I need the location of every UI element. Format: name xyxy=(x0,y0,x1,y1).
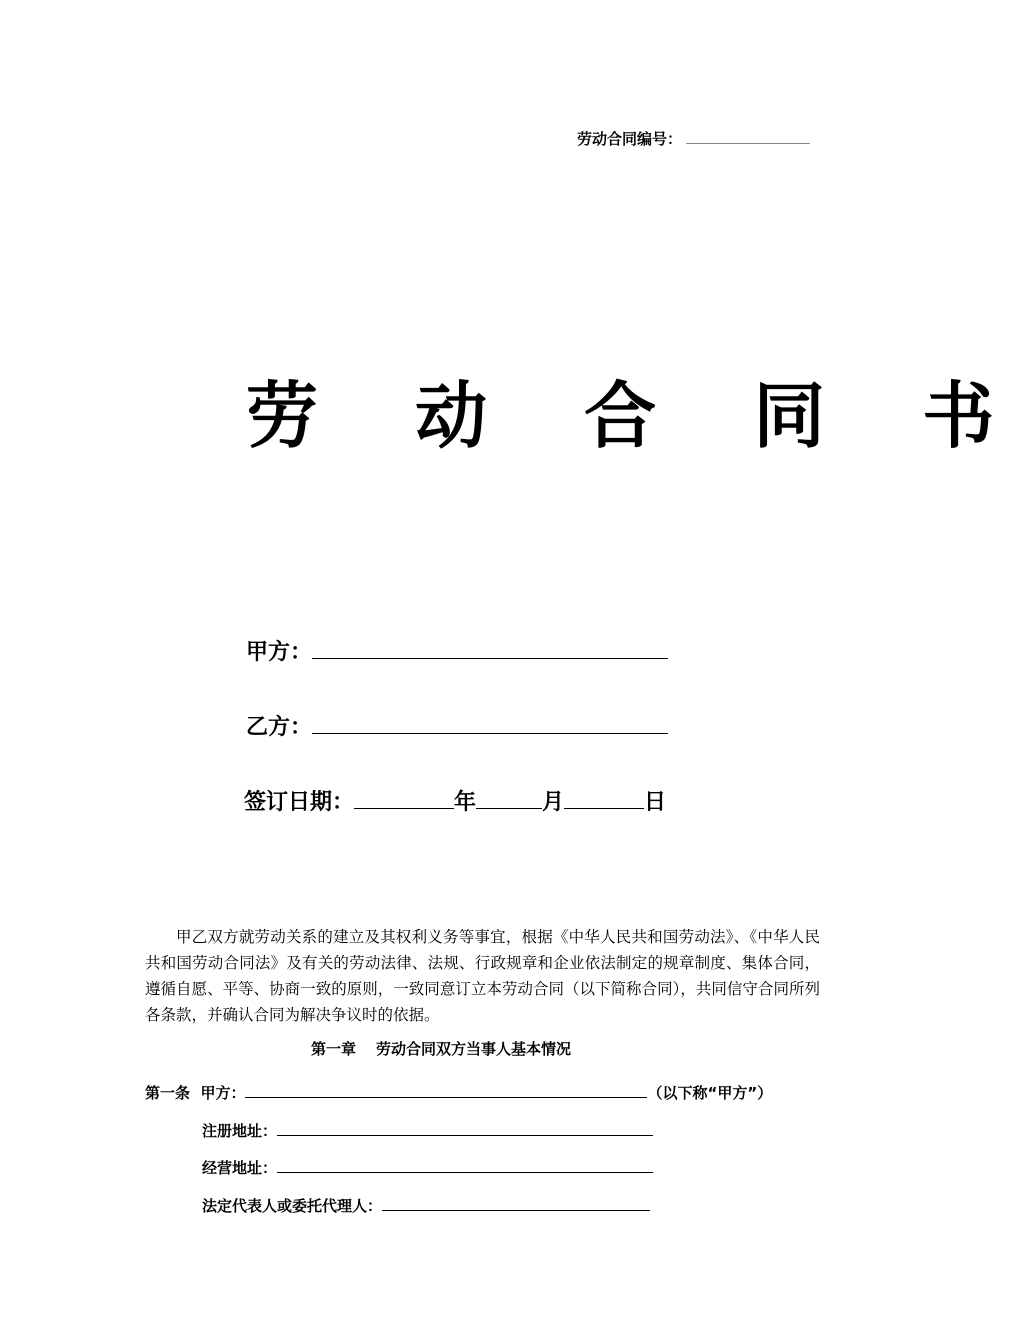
chapter-heading xyxy=(311,1038,571,1059)
representative-blank[interactable] xyxy=(382,1196,650,1211)
sign-year-blank[interactable] xyxy=(354,784,454,809)
sign-date-label: 签订日期： xyxy=(244,790,355,815)
sign-day-blank[interactable] xyxy=(564,784,644,809)
contract-number-label: 劳动合同编号： xyxy=(577,130,683,148)
registered-address-label: 注册地址： xyxy=(202,1122,278,1140)
party-a-row xyxy=(246,634,668,666)
party-a-blank[interactable] xyxy=(312,634,668,659)
business-address-row xyxy=(202,1157,653,1178)
party-b-blank[interactable] xyxy=(312,709,668,734)
sign-month-blank[interactable] xyxy=(476,784,542,809)
business-address-blank[interactable] xyxy=(277,1158,653,1173)
intro-paragraph: 甲乙双方就劳动关系的建立及其权利义务等事宜，根据《中华人民共和国劳动法》、《中华人民共和国劳动合同法》及有关的劳动法律、法规、行政规章和企业依法制定的规章制度、集体合同，遵循自愿、平等、协商一致的原则，一致同意订立本劳动合同（以下简称合同），共同信守合同所列各条款，并确认合同为解决争议时的依据。 xyxy=(145,927,820,1024)
representative-label: 法定代表人或委托代理人： xyxy=(202,1197,383,1215)
page-title: 劳 动 合 同 书 xyxy=(246,373,1030,458)
registered-address-blank[interactable] xyxy=(277,1121,653,1136)
party-b-label: 乙方： xyxy=(246,715,313,740)
business-address-label: 经营地址： xyxy=(202,1159,278,1177)
sign-date-row xyxy=(244,784,666,816)
party-b-row xyxy=(246,709,668,741)
chapter-title: 劳动合同双方当事人基本情况 xyxy=(376,1040,572,1058)
article1-party-a-row xyxy=(145,1082,772,1103)
party-a-label: 甲方： xyxy=(246,640,313,665)
sign-day-label: 日 xyxy=(644,790,667,815)
article1-party-a-blank[interactable] xyxy=(245,1083,647,1098)
article1-number: 第一条 xyxy=(145,1084,191,1102)
article1-party-label: 甲方： xyxy=(200,1084,246,1102)
sign-year-label: 年 xyxy=(454,790,477,815)
contract-number-blank[interactable] xyxy=(686,129,810,144)
representative-row xyxy=(202,1195,650,1216)
chapter-number: 第一章 xyxy=(311,1040,357,1058)
contract-number xyxy=(577,128,810,149)
registered-address-row xyxy=(202,1120,653,1141)
sign-month-label: 月 xyxy=(542,790,565,815)
article1-party-suffix: （以下称“甲方”） xyxy=(647,1084,773,1102)
